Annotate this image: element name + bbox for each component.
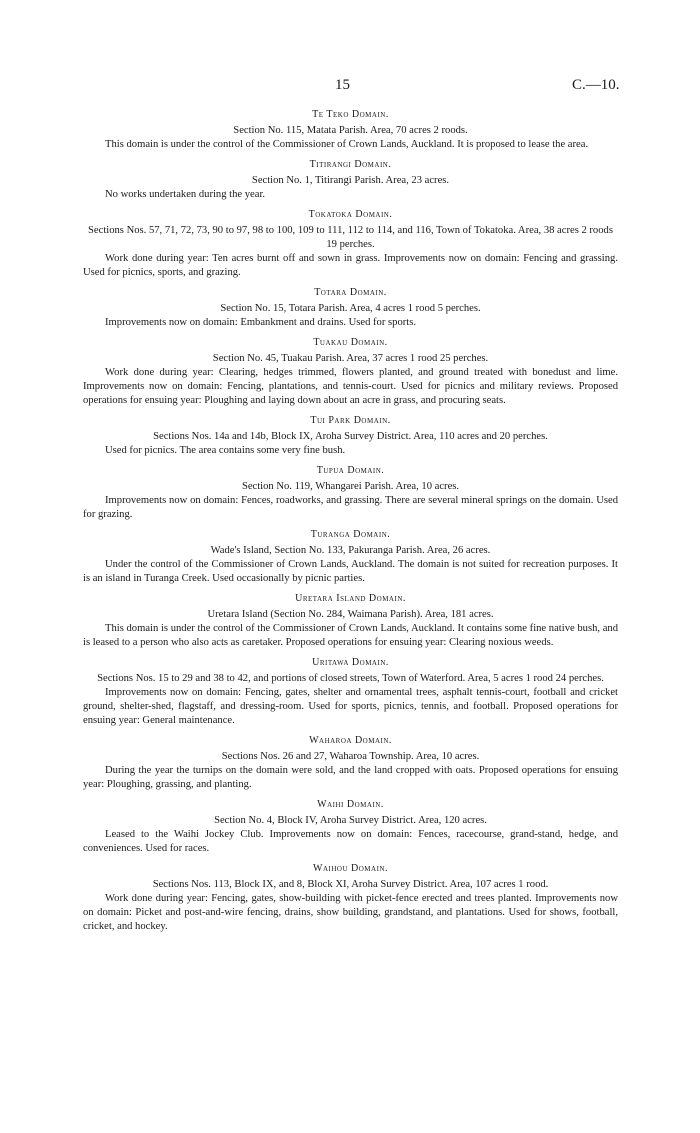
domain-section bbox=[83, 336, 618, 408]
domain-title: Turanga Domain. bbox=[310, 529, 391, 540]
domain-description: Under the control of the Commissioner of Crown Lands, Auckland. The domain is not suited for recreation purposes. It is an island in Turanga Creek. Used occasionally by picnic parties. bbox=[83, 559, 618, 584]
domain-location: Sections Nos. 14a and 14b, Block IX, Aroha Survey District. Area, 110 acres and 20 perches. bbox=[153, 431, 548, 442]
domain-section bbox=[83, 656, 618, 728]
domain-description: This domain is under the control of the Commissioner of Crown Lands, Auckland. It is proposed to lease the area. bbox=[105, 139, 589, 150]
domain-location: Section No. 119, Whangarei Parish. Area, 10 acres. bbox=[241, 481, 460, 492]
domain-section bbox=[83, 734, 618, 792]
domain-description: Improvements now on domain: Embankment and drains. Used for sports. bbox=[105, 317, 416, 328]
domain-title: Waihou Domain. bbox=[313, 863, 388, 874]
page-number: 15 bbox=[335, 77, 350, 93]
domain-list bbox=[83, 108, 618, 940]
domain-description: Used for picnics. The area contains some very fine bush. bbox=[105, 445, 346, 456]
domain-description: During the year the turnips on the domain were sold, and the land cropped with oats. Proposed operations for ensuing year: Ploughing, grassing, and planting. bbox=[83, 765, 618, 790]
domain-location: Sections Nos. 26 and 27, Waharoa Township. Area, 10 acres. bbox=[221, 751, 480, 762]
domain-location: Sections Nos. 113, Block IX, and 8, Block XI, Aroha Survey District. Area, 107 acres 1 rood. bbox=[152, 879, 549, 890]
domain-location: Section No. 4, Block IV, Aroha Survey District. Area, 120 acres. bbox=[214, 815, 487, 826]
domain-section bbox=[83, 528, 618, 586]
domain-title: Uretara Island Domain. bbox=[295, 593, 406, 604]
domain-section bbox=[83, 286, 618, 330]
domain-location: Section No. 115, Matata Parish. Area, 70 acres 2 roods. bbox=[233, 125, 468, 136]
domain-title: Totara Domain. bbox=[314, 287, 387, 298]
domain-title: Tupua Domain. bbox=[316, 465, 385, 476]
domain-description: Leased to the Waihi Jockey Club. Improvements now on domain: Fences, racecourse, grand-stand, hedge, and conveniences. Used for races. bbox=[83, 829, 618, 854]
domain-section bbox=[83, 414, 618, 458]
domain-location: Uretara Island (Section No. 284, Waimana Parish). Area, 181 acres. bbox=[207, 609, 494, 620]
domain-title: Uritawa Domain. bbox=[312, 657, 389, 668]
domain-title: Waihi Domain. bbox=[317, 799, 384, 810]
domain-description: Work done during year: Ten acres burnt off and sown in grass. Improvements now on domain: Fencing and grassing. Used for picnics, sports, and grazing. bbox=[83, 253, 618, 278]
domain-section bbox=[83, 208, 618, 280]
report-reference: C.—10. bbox=[572, 77, 620, 93]
domain-section bbox=[83, 862, 618, 934]
domain-title: Tuakau Domain. bbox=[313, 337, 388, 348]
domain-section bbox=[83, 108, 618, 152]
domain-description: Improvements now on domain: Fencing, gates, shelter and ornamental trees, asphalt tennis-court, football and cricket ground, shelter-shed, flagstaff, and dressing-room. Used for sports, picnics, tennis, and football. Proposed operations for ensuing year: General maintenance. bbox=[83, 687, 618, 726]
domain-location: Section No. 15, Totara Parish. Area, 4 acres 1 rood 5 perches. bbox=[220, 303, 481, 314]
domain-title: Te Teko Domain. bbox=[312, 109, 389, 120]
domain-location: Section No. 1, Titirangi Parish. Area, 23 acres. bbox=[251, 175, 450, 186]
domain-section bbox=[83, 158, 618, 202]
domain-location: Section No. 45, Tuakau Parish. Area, 37 acres 1 rood 25 perches. bbox=[212, 353, 489, 364]
domain-title: Tui Park Domain. bbox=[310, 415, 391, 426]
domain-title: Tokatoka Domain. bbox=[308, 209, 393, 220]
domain-description: Work done during year: Fencing, gates, show-building with picket-fence erected and trees planted. Improvements now on domain: Picket and post-and-wire fencing, drains, show building, grandstand, and plantations. Used for shows, football, cricket, and hockey. bbox=[83, 893, 618, 932]
domain-title: Waharoa Domain. bbox=[309, 735, 392, 746]
domain-location: Wade's Island, Section No. 133, Pakuranga Parish. Area, 26 acres. bbox=[210, 545, 491, 556]
domain-title: Titirangi Domain. bbox=[309, 159, 392, 170]
domain-section bbox=[83, 798, 618, 856]
domain-section bbox=[83, 592, 618, 650]
domain-description: Improvements now on domain: Fences, roadworks, and grassing. There are several mineral springs on the domain. Used for grazing. bbox=[83, 495, 618, 520]
domain-description: No works undertaken during the year. bbox=[105, 189, 266, 200]
domain-description: Work done during year: Clearing, hedges trimmed, flowers planted, and ground treated with bonedust and lime. Improvements now on domain: Fencing, plantations, and tennis-court. Used for picnics and military reviews. Proposed operations for ensuing year: Ploughing and laying down about an acre in grass, and procuring seats. bbox=[83, 367, 618, 406]
domain-description: This domain is under the control of the Commissioner of Crown Lands, Auckland. It contains some fine native bush, and is leased to a person who also acts as caretaker. Proposed operations for ensuing year: Clearing noxious weeds. bbox=[83, 623, 618, 648]
domain-section bbox=[83, 464, 618, 522]
domain-location: Sections Nos. 57, 71, 72, 73, 90 to 97, 98 to 100, 109 to 111, 112 to 114, and 116, Town of Tokatoka. Area, 38 acres 2 roods 19 perches. bbox=[88, 225, 613, 250]
domain-location: Sections Nos. 15 to 29 and 38 to 42, and portions of closed streets, Town of Waterford. Area, 5 acres 1 rood 24 perches. bbox=[97, 673, 604, 684]
